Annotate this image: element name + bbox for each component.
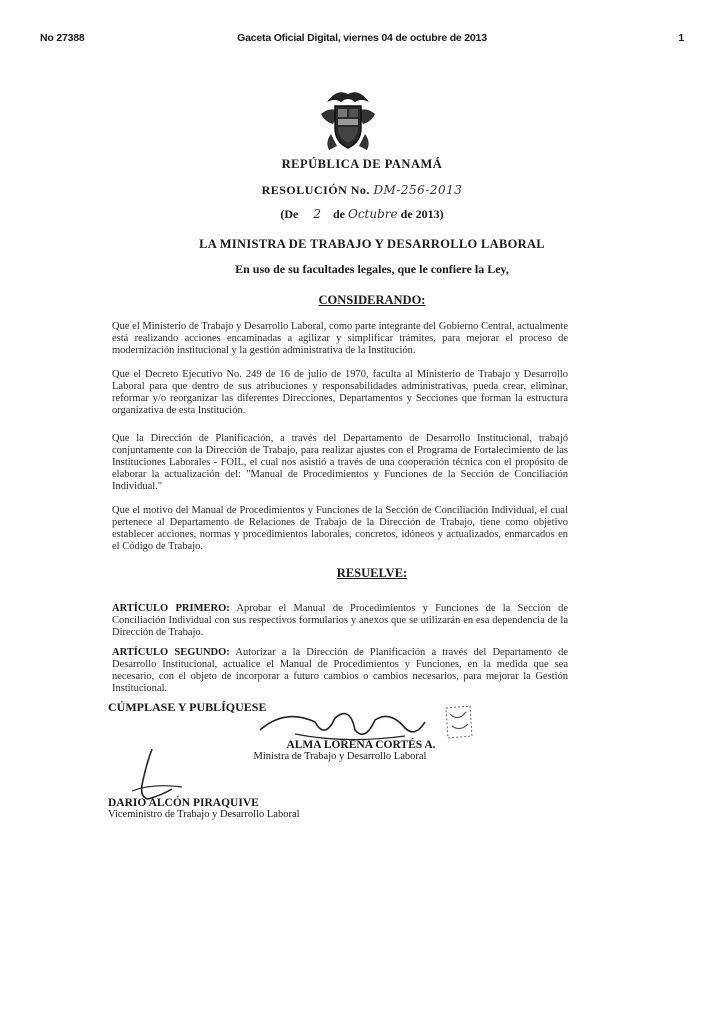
date-open: (De: [280, 207, 299, 221]
viceminister-role: Viceministro de Trabajo y Desarrollo Laboral: [108, 809, 300, 820]
gazette-title: Gaceta Oficial Digital, viernes 04 de octubre de 2013: [237, 32, 487, 44]
date-day: 2: [313, 207, 321, 221]
considerando-paragraph-2: Que el Decreto Ejecutivo No. 249 de 16 de julio de 1970, faculta al Ministerio de Trabajo y Desarrollo Laboral para que dentro de sus atribuciones y responsabilidades administrativas, pueda crear, eliminar, reformar y/o reorganizar las diferentes Direcciones, Departamentos y Secciones que forman la estructura organizativa de esta Institución.: [112, 369, 568, 416]
coat-of-arms-icon: [317, 84, 379, 154]
gazette-header: [40, 32, 684, 46]
date-month: Octubre: [348, 207, 398, 221]
minister-role: Ministra de Trabajo y Desarrollo Laboral: [253, 751, 427, 762]
viceminister-signature-icon: [112, 745, 202, 805]
viceminister-name: DARIO ALCÓN PIRAQUIVE: [108, 797, 259, 809]
article-first: [112, 603, 568, 639]
article-second: [112, 647, 568, 695]
page-number: 1: [678, 32, 684, 44]
cumplase-heading: CÚMPLASE Y PUBLÍQUESE: [108, 700, 267, 714]
resolution-label: RESOLUCIÓN No.: [261, 183, 370, 197]
date-year: de 2013): [400, 207, 444, 221]
stamp-icon: [440, 700, 476, 742]
gazette-number: No 27388: [40, 32, 85, 44]
considerando-paragraph-1: Que el Ministerio de Trabajo y Desarrollo Laboral, como parte integrante del Gobierno Central, actualmente está realizando acciones encaminadas a agilizar y simplificar trámites, para mejorar el proceso de modernización institucional y la gestión administrativa de la Institución.: [112, 321, 568, 356]
resolution-number: [0, 183, 724, 198]
resuelve-heading: RESUELVE:: [336, 566, 408, 580]
article-first-text: Aprobar el Manual de Procedimientos y Funciones de la Sección de Conciliación Individual con sus respectivos formularios y anexos que se utilizarán en esa dependencia de la Dirección de Trabajo.: [112, 603, 568, 638]
minister-name: ALMA LORENA CORTÉS A.: [286, 739, 436, 751]
considerando-paragraph-3: Que la Dirección de Planificación, a través del Departamento de Desarrollo Institucional, trabajó conjuntamente con la Dirección de Trabajo, para realizar ajustes con el Programa de Fortalecimiento de las Instituciones Laborales - FOIL, el cual nos asistió a través de una cooperación técnica con el propósito de elaborar la actualización del: "Manual de Procedimientos y Funciones de la Sección de Conciliación Individual.": [112, 433, 568, 492]
date-de: de: [333, 207, 345, 221]
article-first-label: ARTÍCULO PRIMERO:: [112, 603, 230, 614]
resolution-date: [0, 207, 724, 222]
ministra-heading: LA MINISTRA DE TRABAJO Y DESARROLLO LABORAL: [199, 237, 545, 251]
republic-title: REPÚBLICA DE PANAMÁ: [281, 157, 443, 171]
considerando-paragraph-4: Que el motivo del Manual de Procedimientos y Funciones de la Sección de Conciliación Individual, el cual pertenece al Departamento de Relaciones de Trabajo de la Dirección de Trabajo, tiene como objetivo establecer acciones, normas y procedimientos laborales, concretos, idóneos y actualizados, enmarcados en el Código de Trabajo.: [112, 505, 568, 552]
legal-authority: En uso de su facultades legales, que le confiere la Ley,: [235, 262, 509, 276]
considerando-heading: CONSIDERANDO:: [318, 293, 426, 307]
resolution-code: DM-256-2013: [373, 183, 463, 197]
article-second-text: Autorizar a la Dirección de Planificación a través del Departamento de Desarrollo Institucional, actualice el Manual de Procedimientos y Funciones, en la medida que sea necesario, con el objeto de incorporar a futuro cambios o cambios necesarios, para mejorar la Gestión Institucional.: [112, 647, 568, 694]
article-second-label: ARTÍCULO SEGUNDO:: [112, 647, 230, 658]
